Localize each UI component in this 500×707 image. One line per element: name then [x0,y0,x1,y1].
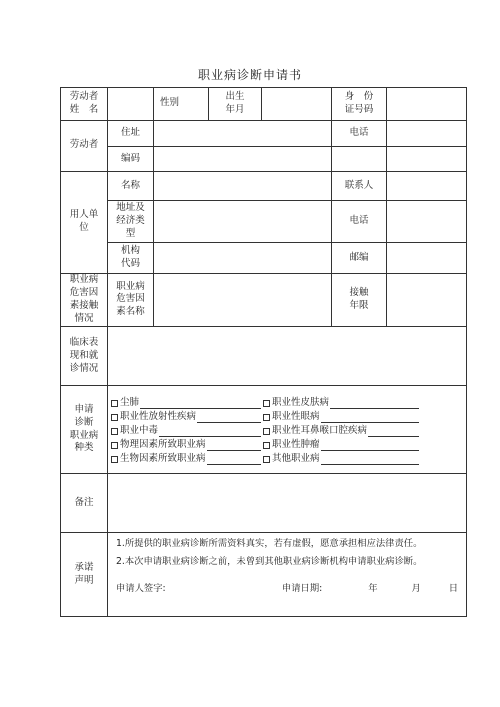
form-title: 职业病诊断申请书 [197,68,302,82]
employer-code-row [61,243,467,274]
disease-option-label: 职业性眼病 [272,411,320,423]
disease-option-label: 职业中毒 [120,425,159,437]
employer-phone-field[interactable] [387,201,467,243]
disease-type-row [61,386,467,474]
address-type-field[interactable] [154,201,332,243]
disease-option-label: 其他职业病 [272,453,320,465]
fill-in-line [368,427,419,437]
disease-option-label: 职业性放射性疾病 [120,411,197,423]
disease-option-label: 尘肺 [120,397,140,409]
year-label: 年 [368,583,378,595]
pledge-item-1: 1.所提供的职业病诊断所需资料真实，若有虚假，愿意承担相应法律责任。 [116,538,423,550]
employer-name-field[interactable] [154,171,332,201]
disease-option[interactable] [263,425,419,439]
disease-option[interactable] [111,453,261,467]
worker-section-label: 劳动者 [61,120,108,171]
worker-name-row [61,88,467,121]
pledge-row [61,533,467,617]
zip-label: 编码 [108,147,154,171]
remarks-field[interactable] [108,474,467,533]
disease-type-label: 申请 诊断 职业病 种类 [61,386,108,474]
fill-in-line [321,455,419,465]
day-label: 日 [448,583,458,595]
postcode-field[interactable] [387,243,467,274]
disease-option[interactable] [263,397,419,411]
id-number-label: 身 份 证号码 [332,88,387,121]
org-code-field[interactable] [154,243,332,274]
disease-option-label: 职业性皮肤病 [272,397,330,409]
checkbox-icon[interactable] [263,428,270,435]
checkbox-icon[interactable] [263,400,270,407]
fill-in-line [321,413,419,423]
checkbox-icon[interactable] [111,456,118,463]
employer-section-label: 用人单 位 [61,171,108,273]
date-label: 申请日期: [281,583,323,595]
disease-option[interactable] [111,425,261,439]
month-label: 月 [411,583,421,595]
checkbox-icon[interactable] [263,414,270,421]
pledge-label: 承诺 声明 [61,533,108,617]
fill-in-line [197,413,261,423]
disease-option[interactable] [111,439,261,453]
phone-field[interactable] [387,120,467,147]
worker-zip-row [61,147,467,171]
employer-phone-label: 电话 [332,201,387,243]
exposure-years-field[interactable] [387,273,467,326]
id-number-field[interactable] [387,88,467,121]
checkbox-icon[interactable] [111,442,118,449]
fill-in-line [207,455,261,465]
remarks-row [61,474,467,533]
worker-name-label: 劳动者 姓 名 [61,88,108,121]
disease-option[interactable] [111,411,261,425]
remarks-label: 备注 [61,474,108,533]
org-code-label: 机构 代码 [108,243,154,274]
disease-option-label: 职业性肿瘤 [272,439,320,451]
disease-option-label: 物理因素所致职业病 [120,439,206,451]
employer-name-label: 名称 [108,171,154,201]
disease-option[interactable] [263,411,419,425]
pledge-cell [108,533,467,617]
pledge-item-2: 2.本次申请职业病诊断之前，未曾到其他职业病诊断机构申请职业病诊断。 [116,556,423,568]
date-group[interactable] [282,583,458,596]
hazard-row [61,273,467,326]
contact-label: 联系人 [332,171,387,201]
disease-option-label: 职业性耳鼻喉口腔疾病 [272,425,368,437]
fill-in-line [140,399,261,409]
clinical-row [61,327,467,386]
checkbox-icon[interactable] [111,414,118,421]
fill-in-line [321,441,419,451]
signature-label[interactable]: 申请人签字: [116,583,166,595]
checkbox-icon[interactable] [111,400,118,407]
zip-field[interactable] [154,147,332,171]
disease-option[interactable] [263,439,419,453]
birth-field[interactable] [262,88,332,121]
phone-label: 电话 [332,120,387,147]
disease-options-grid [108,393,466,467]
hazard-name-field[interactable] [154,273,332,326]
fill-in-line [207,441,261,451]
application-form-table [60,87,467,617]
fill-in-line [159,427,261,437]
address-field[interactable] [154,120,332,147]
disease-option[interactable] [111,397,261,411]
signature-line [108,573,466,600]
checkbox-icon[interactable] [263,456,270,463]
postcode-label: 邮编 [332,243,387,274]
clinical-label: 临床表 现和就 诊情况 [61,327,108,386]
checkbox-icon[interactable] [111,428,118,435]
hazard-section-label: 职业病 危害因 素接触 情况 [61,273,108,326]
checkbox-icon[interactable] [263,442,270,449]
exposure-years-label: 接触 年限 [332,273,387,326]
address-type-label: 地址及 经济类 型 [108,201,154,243]
gender-label: 性别 [154,88,209,121]
contact-field[interactable] [387,171,467,201]
disease-options-cell [108,386,467,474]
fill-in-line [330,399,419,409]
employer-address-row [61,201,467,243]
hazard-name-label: 职业病 危害因 素名称 [108,273,154,326]
birth-label: 出生 年月 [209,88,262,121]
disease-option-label: 生物因素所致职业病 [120,453,206,465]
clinical-field[interactable] [108,327,467,386]
worker-address-row [61,120,467,147]
pledge-text [108,533,466,569]
employer-name-row [61,171,467,201]
worker-name-field[interactable] [108,88,154,121]
address-label: 住址 [108,120,154,147]
disease-option[interactable] [263,453,419,467]
